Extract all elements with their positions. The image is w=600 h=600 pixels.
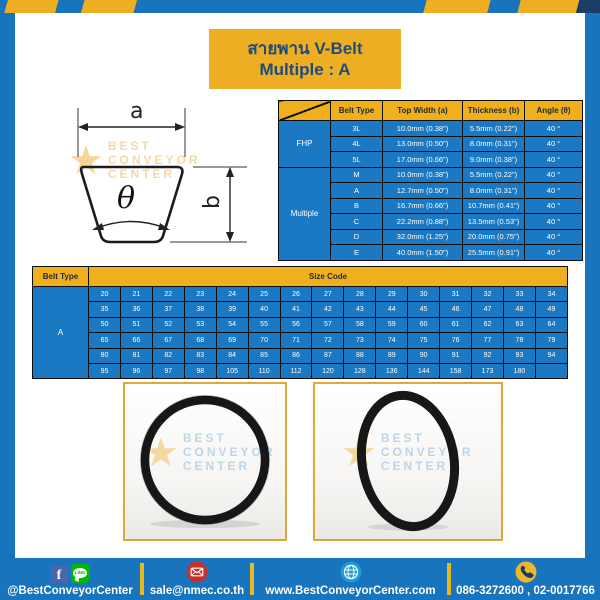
spec-diagonal-header-cell <box>279 101 331 121</box>
size-cell: 97 <box>152 363 184 378</box>
spec-cell: 40 ° <box>525 214 583 230</box>
size-cell: 27 <box>312 287 344 302</box>
size-cell: 20 <box>89 287 121 302</box>
spec-cell: 20.0mm (0.75") <box>463 229 525 245</box>
size-cell: 96 <box>120 363 152 378</box>
size-cell: 64 <box>535 317 567 332</box>
size-cell: 71 <box>280 333 312 348</box>
phone-text[interactable]: 086-3272600 , 02-0017766 <box>456 585 595 597</box>
size-cell: 85 <box>248 348 280 363</box>
size-cell: 120 <box>312 363 344 378</box>
size-cell: 61 <box>440 317 472 332</box>
size-cell: 62 <box>472 317 504 332</box>
spec-cell: D <box>331 229 383 245</box>
size-cell: 54 <box>216 317 248 332</box>
size-cell: 22 <box>152 287 184 302</box>
spec-cell: 40 ° <box>525 198 583 214</box>
spec-cell: 40 ° <box>525 229 583 245</box>
spec-cell: A <box>331 183 383 199</box>
size-cell: 30 <box>408 287 440 302</box>
size-header-size-code: Size Code <box>89 267 568 287</box>
size-cell: 26 <box>280 287 312 302</box>
star-icon: ★ <box>143 430 179 475</box>
photo-belt-side-view <box>313 382 503 541</box>
size-cell: 41 <box>280 302 312 317</box>
page-subtitle: Multiple : A <box>259 60 351 79</box>
size-cell: 75 <box>408 333 440 348</box>
size-cell: 46 <box>440 302 472 317</box>
spec-cell: 40 ° <box>525 245 583 261</box>
size-cell: 91 <box>440 348 472 363</box>
spec-cell: 5L <box>331 152 383 168</box>
globe-icon[interactable] <box>340 561 362 583</box>
size-cell: 82 <box>152 348 184 363</box>
size-cell: 42 <box>312 302 344 317</box>
website-text[interactable]: www.BestConveyorCenter.com <box>265 585 436 597</box>
belt-ring-front <box>125 384 285 539</box>
photo-belt-front-view <box>123 382 287 541</box>
size-cell: 136 <box>376 363 408 378</box>
size-cell: 65 <box>89 333 121 348</box>
spec-cell: 5.5mm (0.22") <box>463 121 525 137</box>
spec-cell: 10.0mm (0.38") <box>383 167 463 183</box>
spec-cell: 22.2mm (0.88") <box>383 214 463 230</box>
dimension-a-label: a <box>130 100 144 124</box>
size-row <box>33 348 568 363</box>
watermark-text: CONVEYOR <box>107 152 201 167</box>
spec-header-angle: Angle (θ) <box>525 101 583 121</box>
spec-cell: 17.0mm (0.66") <box>383 152 463 168</box>
spec-cell: 32.0mm (1.25") <box>383 229 463 245</box>
spec-cell: 40 ° <box>525 121 583 137</box>
size-cell: 112 <box>280 363 312 378</box>
size-cell: 60 <box>408 317 440 332</box>
phone-icon[interactable] <box>515 561 537 583</box>
size-cell: 76 <box>440 333 472 348</box>
watermark-text: CENTER <box>380 458 449 473</box>
size-row <box>33 317 568 332</box>
size-cell: 68 <box>184 333 216 348</box>
size-cell: 94 <box>535 348 567 363</box>
spec-cell: 10.7mm (0.41") <box>463 198 525 214</box>
size-cell: 79 <box>535 333 567 348</box>
size-cell: 63 <box>503 317 535 332</box>
size-cell: 25 <box>248 287 280 302</box>
spec-cell: 16.7mm (0.66") <box>383 198 463 214</box>
title-badge <box>209 29 401 89</box>
size-cell <box>535 363 567 378</box>
watermark-text: BEST <box>107 139 152 153</box>
spec-cell: 9.0mm (0.38") <box>463 152 525 168</box>
size-cell: 56 <box>280 317 312 332</box>
watermark-text: CENTER <box>182 458 251 473</box>
size-cell: 90 <box>408 348 440 363</box>
size-row <box>33 287 568 302</box>
size-cell: 95 <box>89 363 121 378</box>
belt-cross-section-diagram <box>40 100 260 250</box>
spec-cell: B <box>331 198 383 214</box>
size-cell: 50 <box>89 317 121 332</box>
size-cell: 180 <box>503 363 535 378</box>
spec-cell: 40 ° <box>525 183 583 199</box>
size-cell: 72 <box>312 333 344 348</box>
spec-cell: 40 ° <box>525 167 583 183</box>
size-cell: 28 <box>344 287 376 302</box>
size-row <box>33 363 568 378</box>
belt-ring-side <box>315 384 501 539</box>
spec-header-top-width: Top Width (a) <box>383 101 463 121</box>
spec-cell: M <box>331 167 383 183</box>
size-cell: 86 <box>280 348 312 363</box>
size-cell: 36 <box>120 302 152 317</box>
size-cell: 21 <box>120 287 152 302</box>
spec-table <box>278 100 583 261</box>
spec-cell: 13.0mm (0.50") <box>383 136 463 152</box>
spec-cell: 40 ° <box>525 136 583 152</box>
size-cell: 93 <box>503 348 535 363</box>
size-row <box>33 333 568 348</box>
spec-cell: 5.5mm (0.22") <box>463 167 525 183</box>
size-cell: 35 <box>89 302 121 317</box>
size-cell: 43 <box>344 302 376 317</box>
size-header-belt-type: Belt Type <box>33 267 89 287</box>
angle-theta-label: θ <box>117 181 136 216</box>
size-belt-type-a: A <box>33 287 89 379</box>
size-cell: 87 <box>312 348 344 363</box>
size-cell: 31 <box>440 287 472 302</box>
size-cell: 44 <box>376 302 408 317</box>
page-title: สายพาน V-Belt <box>247 38 363 58</box>
size-cell: 23 <box>184 287 216 302</box>
watermark-text: BEST <box>380 431 425 445</box>
size-cell: 33 <box>503 287 535 302</box>
size-cell: 173 <box>472 363 504 378</box>
size-cell: 57 <box>312 317 344 332</box>
size-cell: 74 <box>376 333 408 348</box>
watermark-text: CONVEYOR <box>182 444 276 459</box>
mail-icon[interactable] <box>186 561 208 583</box>
spec-cell: 8.0mm (0.31") <box>463 136 525 152</box>
spec-header-thickness: Thickness (b) <box>463 101 525 121</box>
footer-phone-item[interactable] <box>451 558 600 600</box>
spec-cell: 4L <box>331 136 383 152</box>
size-cell: 51 <box>120 317 152 332</box>
size-cell: 24 <box>216 287 248 302</box>
spec-group-multiple: Multiple <box>279 167 331 260</box>
size-cell: 34 <box>535 287 567 302</box>
size-cell: 81 <box>120 348 152 363</box>
spec-row <box>279 121 583 137</box>
cross-section-drawing <box>40 100 260 250</box>
footer-contact-bar <box>0 558 600 600</box>
facebook-icon[interactable] <box>51 566 68 583</box>
spec-cell: 3L <box>331 121 383 137</box>
line-icon[interactable] <box>71 564 90 583</box>
size-row <box>33 302 568 317</box>
star-icon: ★ <box>341 430 377 475</box>
size-cell: 49 <box>535 302 567 317</box>
size-cell: 84 <box>216 348 248 363</box>
size-cell: 32 <box>472 287 504 302</box>
size-cell: 128 <box>344 363 376 378</box>
spec-cell: 40 ° <box>525 152 583 168</box>
hazard-stripe-band <box>0 0 600 13</box>
size-cell: 98 <box>184 363 216 378</box>
size-cell: 105 <box>216 363 248 378</box>
size-cell: 55 <box>248 317 280 332</box>
size-cell: 73 <box>344 333 376 348</box>
size-cell: 52 <box>152 317 184 332</box>
size-cell: 38 <box>184 302 216 317</box>
spec-cell: 8.0mm (0.31") <box>463 183 525 199</box>
dimension-b-label: b <box>200 195 225 209</box>
footer-email-item[interactable] <box>144 558 250 600</box>
size-cell: 53 <box>184 317 216 332</box>
size-cell: 58 <box>344 317 376 332</box>
email-text[interactable]: sale@nmec.co.th <box>149 585 245 597</box>
size-cell: 59 <box>376 317 408 332</box>
spec-cell: C <box>331 214 383 230</box>
footer-website-item[interactable] <box>254 558 447 600</box>
spec-group-fhp: FHP <box>279 121 331 168</box>
star-icon: ★ <box>68 138 104 183</box>
size-cell: 92 <box>472 348 504 363</box>
size-cell: 158 <box>440 363 472 378</box>
size-cell: 39 <box>216 302 248 317</box>
size-cell: 144 <box>408 363 440 378</box>
spec-cell: 40.0mm (1.50") <box>383 245 463 261</box>
spec-cell: 25.5mm (0.91") <box>463 245 525 261</box>
size-cell: 45 <box>408 302 440 317</box>
spec-cell: 12.7mm (0.50") <box>383 183 463 199</box>
size-cell: 88 <box>344 348 376 363</box>
spec-cell: E <box>331 245 383 261</box>
size-cell: 89 <box>376 348 408 363</box>
footer-social-item[interactable] <box>0 558 140 600</box>
size-cell: 77 <box>472 333 504 348</box>
size-cell: 66 <box>120 333 152 348</box>
social-handle-text[interactable]: @BestConveyorCenter <box>7 585 133 597</box>
size-cell: 83 <box>184 348 216 363</box>
size-cell: 80 <box>89 348 121 363</box>
size-cell: 29 <box>376 287 408 302</box>
size-cell: 110 <box>248 363 280 378</box>
watermark-text: BEST <box>182 431 227 445</box>
spec-row <box>279 167 583 183</box>
line-label: LINE <box>73 568 87 578</box>
size-cell: 40 <box>248 302 280 317</box>
watermark-text: CENTER <box>107 166 176 181</box>
watermark-text: CONVEYOR <box>380 444 474 459</box>
spec-cell: 10.0mm (0.38") <box>383 121 463 137</box>
size-code-table <box>32 266 568 379</box>
size-cell: 78 <box>503 333 535 348</box>
spec-cell: 13.5mm (0.53") <box>463 214 525 230</box>
size-cell: 37 <box>152 302 184 317</box>
size-cell: 70 <box>248 333 280 348</box>
size-cell: 69 <box>216 333 248 348</box>
size-cell: 47 <box>472 302 504 317</box>
facebook-letter: f <box>56 568 62 583</box>
size-cell: 67 <box>152 333 184 348</box>
spec-header-belt-type: Belt Type <box>331 101 383 121</box>
size-cell: 48 <box>503 302 535 317</box>
